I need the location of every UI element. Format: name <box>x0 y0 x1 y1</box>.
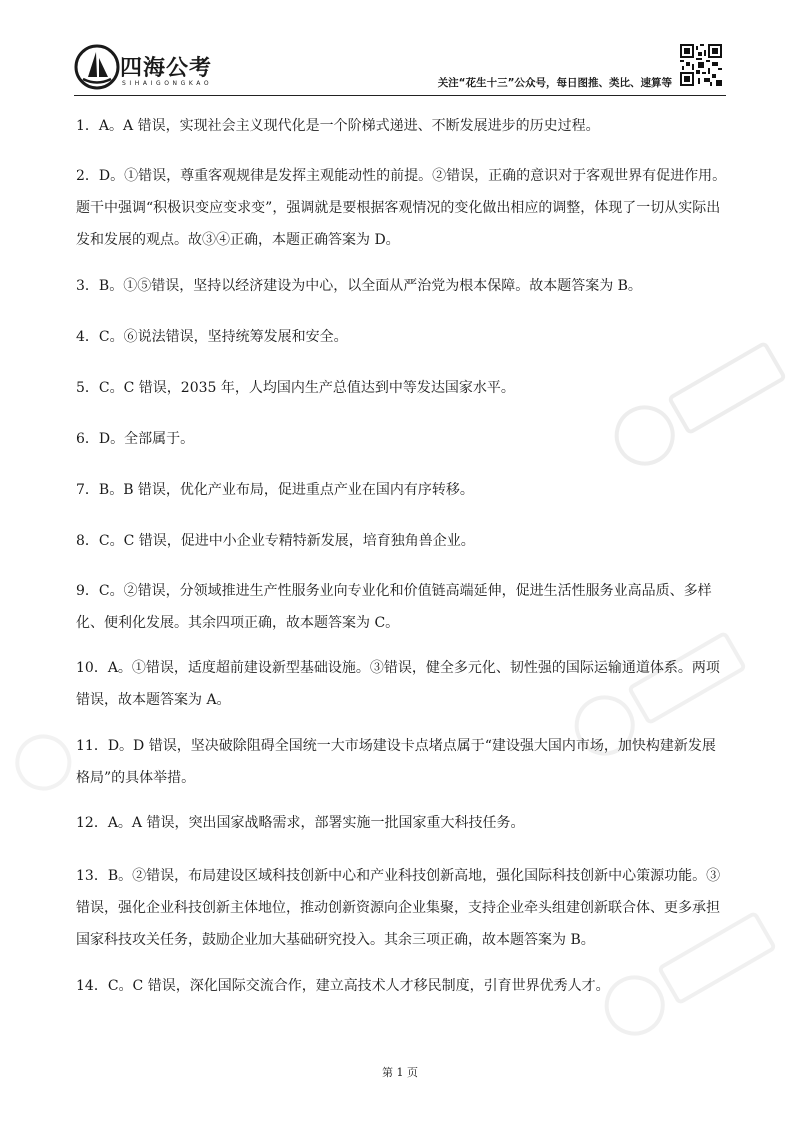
answer-item: 14．C。C 错误，深化国际交流合作，建立高技术人才移民制度，引育世界优秀人才。 <box>76 978 610 994</box>
answer-item: 13．B。②错误，布局建设区域科技创新中心和产业科技创新高地，强化国际科技创新中心策源功能。③错误，强化企业科技创新主体地位，推动创新资源向企业集聚，支持企业牵头组建创新联合体、更多承担国家科技攻关任务，鼓励企业加大基础研究投入。其余三项正确，故本题答案为 B。 <box>76 868 721 948</box>
answer-item: 11．D。D 错误，坚决破除阻碍全国统一大市场建设卡点堵点属于“建设强大国内市场，加快构建新发展格局”的具体举措。 <box>76 738 716 786</box>
answer-item: 5．C。C 错误，2035 年，人均国内生产总值达到中等发达国家水平。 <box>76 380 515 396</box>
page-number: 第 1 页 <box>382 1066 418 1079</box>
brand-logo <box>74 44 213 94</box>
answer-item: 9．C。②错误，分领域推进生产性服务业向专业化和价值链高端延伸，促进生活性服务业高品质、多样化、便利化发展。其余四项正确，故本题答案为 C。 <box>76 583 712 631</box>
answer-item: 8．C。C 错误，促进中小企业专精特新发展，培育独角兽企业。 <box>76 533 475 549</box>
answer-item: 2．D。①错误，尊重客观规律是发挥主观能动性的前提。②错误，正确的意识对于客观世界有促进作用。题干中强调“积极识变应变求变”，强调就是要根据客观情况的变化做出相应的调整，体现了一切从实际出发和发展的观点。故③④正确，本题正确答案为 D。 <box>76 168 727 248</box>
sailboat-logo-icon <box>74 44 120 90</box>
answer-item: 12．A。A 错误，突出国家战略需求，部署实施一批国家重大科技任务。 <box>76 815 525 831</box>
page-header <box>0 0 800 100</box>
qr-code-icon <box>680 44 722 86</box>
answer-item: 1．A。A 错误，实现社会主义现代化是一个阶梯式递进、不断发展进步的历史过程。 <box>76 118 600 134</box>
answer-item: 10．A。①错误，适度超前建设新型基础设施。③错误，健全多元化、韧性强的国际运输通道体系。两项错误，故本题答案为 A。 <box>76 660 720 708</box>
answer-item: 4．C。⑥说法错误，坚持统筹发展和安全。 <box>76 329 348 345</box>
header-tagline: 关注“花生十三”公众号，每日图推、类比、速算等 <box>437 77 672 89</box>
logo-subtext: SIHAIGONGKAO <box>122 80 213 87</box>
answer-item: 3．B。①⑤错误，坚持以经济建设为中心，以全面从严治党为根本保障。故本题答案为 B。 <box>76 278 642 294</box>
header-divider <box>74 95 726 96</box>
answer-item: 7．B。B 错误，优化产业布局，促进重点产业在国内有序转移。 <box>76 482 474 498</box>
answer-item: 6．D。全部属于。 <box>76 431 195 447</box>
logo-text: 四海公考 <box>120 56 213 81</box>
